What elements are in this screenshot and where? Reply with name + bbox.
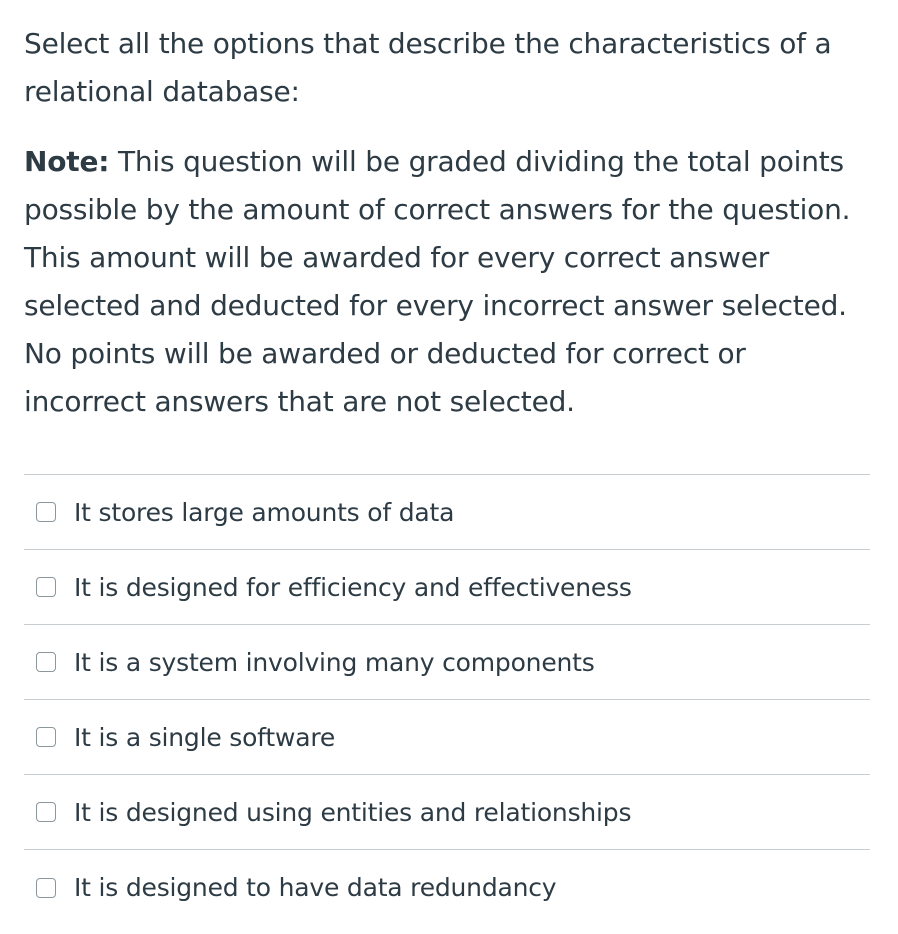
grading-note	[24, 138, 874, 426]
answer-option-4[interactable]	[24, 700, 870, 775]
answer-label: It is a single software	[74, 722, 336, 752]
answer-label: It stores large amounts of data	[74, 497, 455, 527]
answer-checkbox[interactable]	[36, 802, 56, 822]
answer-label: It is designed to have data redundancy	[74, 873, 557, 902]
answer-checkbox[interactable]	[36, 878, 56, 898]
answer-label: It is designed using entities and relationships	[74, 797, 632, 827]
note-text: This question will be graded dividing the total points possible by the amount of correct answers for the question. This amount will be awarded for every correct answer selected and deducted for every incorrect answer selected. No points will be awarded or deducted for correct or incorrect answers that are not selected.	[24, 145, 851, 418]
answer-label: It is a system involving many components	[74, 647, 595, 677]
answer-option-2[interactable]	[24, 550, 870, 625]
answer-checkbox[interactable]	[36, 577, 56, 597]
answer-checkbox[interactable]	[36, 502, 56, 522]
answer-label: It is designed for efficiency and effectiveness	[74, 572, 632, 602]
answer-option-3[interactable]	[24, 625, 870, 700]
answer-option-1[interactable]	[24, 475, 870, 550]
answer-option-5[interactable]	[24, 775, 870, 850]
answer-list	[24, 474, 870, 925]
note-label: Note:	[24, 145, 110, 178]
answer-checkbox[interactable]	[36, 652, 56, 672]
answer-checkbox[interactable]	[36, 727, 56, 747]
question-prompt: Select all the options that describe the characteristics of a relational database:	[24, 27, 832, 108]
answer-option-6[interactable]	[24, 850, 870, 925]
